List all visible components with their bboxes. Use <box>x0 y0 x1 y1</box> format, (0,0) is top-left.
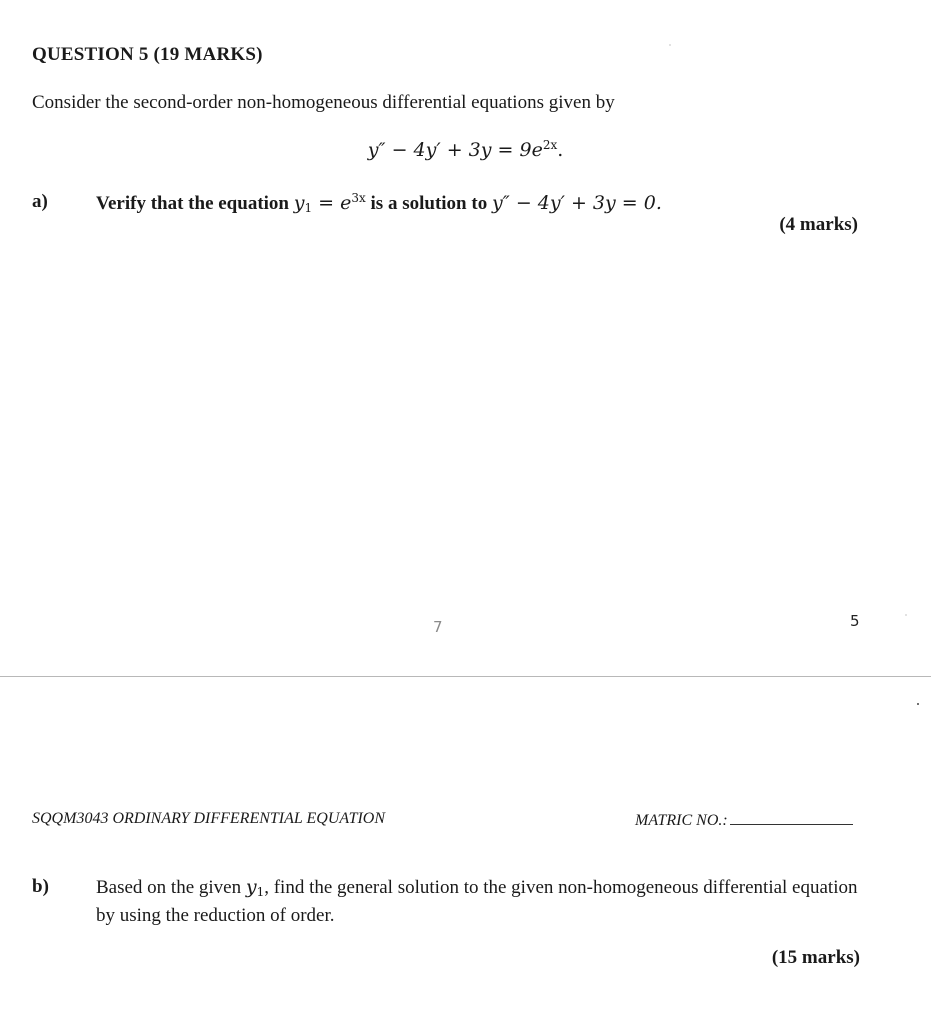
scan-speck <box>917 703 919 705</box>
main-equation <box>0 138 931 161</box>
page-mark-right: 5 <box>850 612 860 630</box>
matric-blank-line <box>730 810 853 825</box>
part-b-y1-var: y <box>245 876 257 898</box>
part-b-text-before: Based on the given <box>96 877 246 898</box>
page-mark-left: 7 <box>433 618 443 636</box>
matric-field <box>635 810 853 830</box>
part-b-y1-sub: 1 <box>256 885 265 899</box>
part-b-text-after: , find the general solution to the given non-homogeneous differential equation by using the reduction of order. <box>96 877 858 926</box>
page-divider <box>0 676 931 677</box>
part-a-label: a) <box>32 191 48 212</box>
equation-lhs: y″ − 4y′ + 3y = 9e <box>367 139 543 161</box>
part-a-y1-exp: 3x <box>351 191 366 205</box>
part-b-question <box>96 876 876 927</box>
part-a-y1-var: y <box>293 192 305 214</box>
scan-speck <box>905 614 907 616</box>
part-b-marks: (15 marks) <box>771 947 860 968</box>
part-b-label: b) <box>32 876 49 897</box>
part-a-text-before: Verify that the equation <box>96 193 294 214</box>
matric-label: MATRIC NO.: <box>635 812 728 829</box>
course-title: SQQM3043 ORDINARY DIFFERENTIAL EQUATION <box>32 810 386 827</box>
part-a-homog-eq: y″ − 4y′ + 3y = 0. <box>491 192 662 214</box>
part-a-text-mid: is a solution to <box>365 193 492 214</box>
part-a-y1-sub: 1 <box>304 201 313 215</box>
equation-end: . <box>557 139 564 161</box>
part-a-y1-eq: = e <box>312 192 352 214</box>
equation-exponent: 2x <box>542 138 558 152</box>
scan-speck <box>669 44 671 46</box>
part-a-question <box>96 191 662 215</box>
question-intro: Consider the second-order non-homogeneous differential equations given by <box>32 92 615 113</box>
question-heading: QUESTION 5 (19 MARKS) <box>32 44 263 65</box>
part-a-marks: (4 marks) <box>779 214 858 235</box>
